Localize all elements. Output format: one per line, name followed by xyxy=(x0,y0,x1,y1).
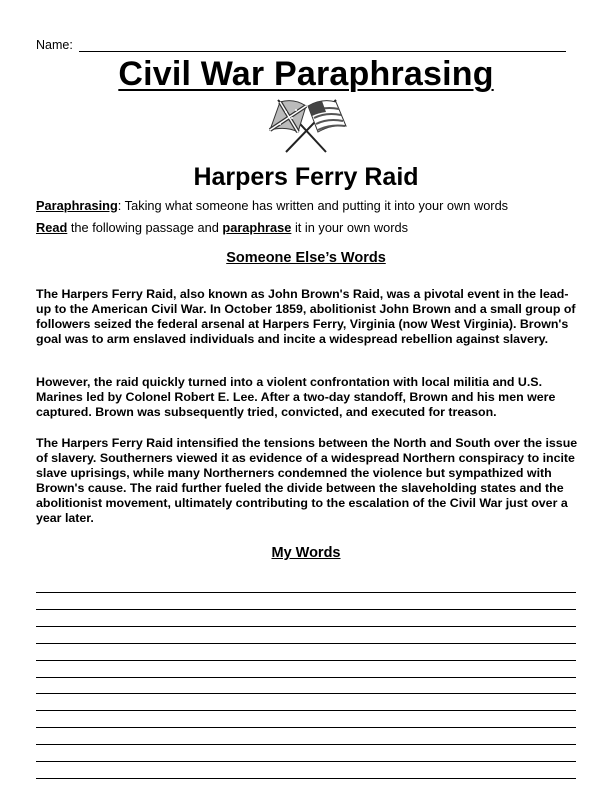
passage-title: Harpers Ferry Raid xyxy=(193,163,419,191)
definition-text: : Taking what someone has written and putting it into your own words xyxy=(117,198,509,213)
name-line[interactable] xyxy=(79,39,566,52)
writing-line[interactable] xyxy=(36,677,576,678)
writing-line[interactable] xyxy=(36,710,576,711)
passage-paragraph-2: However, the raid quickly turned into a violent confrontation with local militia and U.S. Marines led by Colonel Robert E. Lee. After a two-day standoff, Brown and his men were captured. Brown was subsequently tried, convicted, and executed for treason. xyxy=(36,375,556,419)
instruction-end: it in your own words xyxy=(291,220,409,235)
instruction-paraphrase: paraphrase xyxy=(222,220,292,235)
name-label: Name: xyxy=(36,38,73,52)
writing-line[interactable] xyxy=(36,744,576,745)
passage-paragraph-1: The Harpers Ferry Raid, also known as John Brown's Raid, was a pivotal event in the lead-up to the American Civil War. In October 1859, abolitionist John Brown and a small group of followers seized the federal arsenal at Harpers Ferry, Virginia (now West Virginia). Brown's goal was to arm enslaved individuals and incite a widespread rebellion against slavery. xyxy=(36,287,576,346)
writing-lines[interactable] xyxy=(36,580,576,780)
writing-line[interactable] xyxy=(36,727,576,728)
instruction-read: Read xyxy=(36,220,68,235)
someone-else-heading: Someone Else’s Words xyxy=(226,250,386,266)
writing-line[interactable] xyxy=(36,693,576,694)
name-field-row xyxy=(36,36,566,52)
crossed-flags-icon xyxy=(256,96,356,154)
writing-line[interactable] xyxy=(36,778,576,779)
my-words-heading: My Words xyxy=(271,545,341,561)
writing-line[interactable] xyxy=(36,592,576,593)
instructions xyxy=(36,220,408,235)
us-flag-icon xyxy=(308,101,346,132)
writing-line[interactable] xyxy=(36,609,576,610)
definition xyxy=(36,198,508,213)
writing-line[interactable] xyxy=(36,761,576,762)
instruction-middle: the following passage and xyxy=(67,220,223,235)
page-title: Civil War Paraphrasing xyxy=(118,55,494,93)
definition-term: Paraphrasing xyxy=(36,198,118,213)
confederate-flag-icon xyxy=(270,101,306,132)
writing-line[interactable] xyxy=(36,626,576,627)
writing-line[interactable] xyxy=(36,660,576,661)
passage-paragraph-3: The Harpers Ferry Raid intensified the tensions between the North and South over the issue of slavery. Southerners viewed it as evidence of a widespread Northern conspiracy to incite slave uprisings, while many Northerners condemned the violence but sympathized with Brown's cause. The raid further fueled the divide between the slaveholding states and the abolitionist movement, ultimately contributing to the escalation of the Civil War just over a year later. xyxy=(36,436,578,525)
writing-line[interactable] xyxy=(36,643,576,644)
